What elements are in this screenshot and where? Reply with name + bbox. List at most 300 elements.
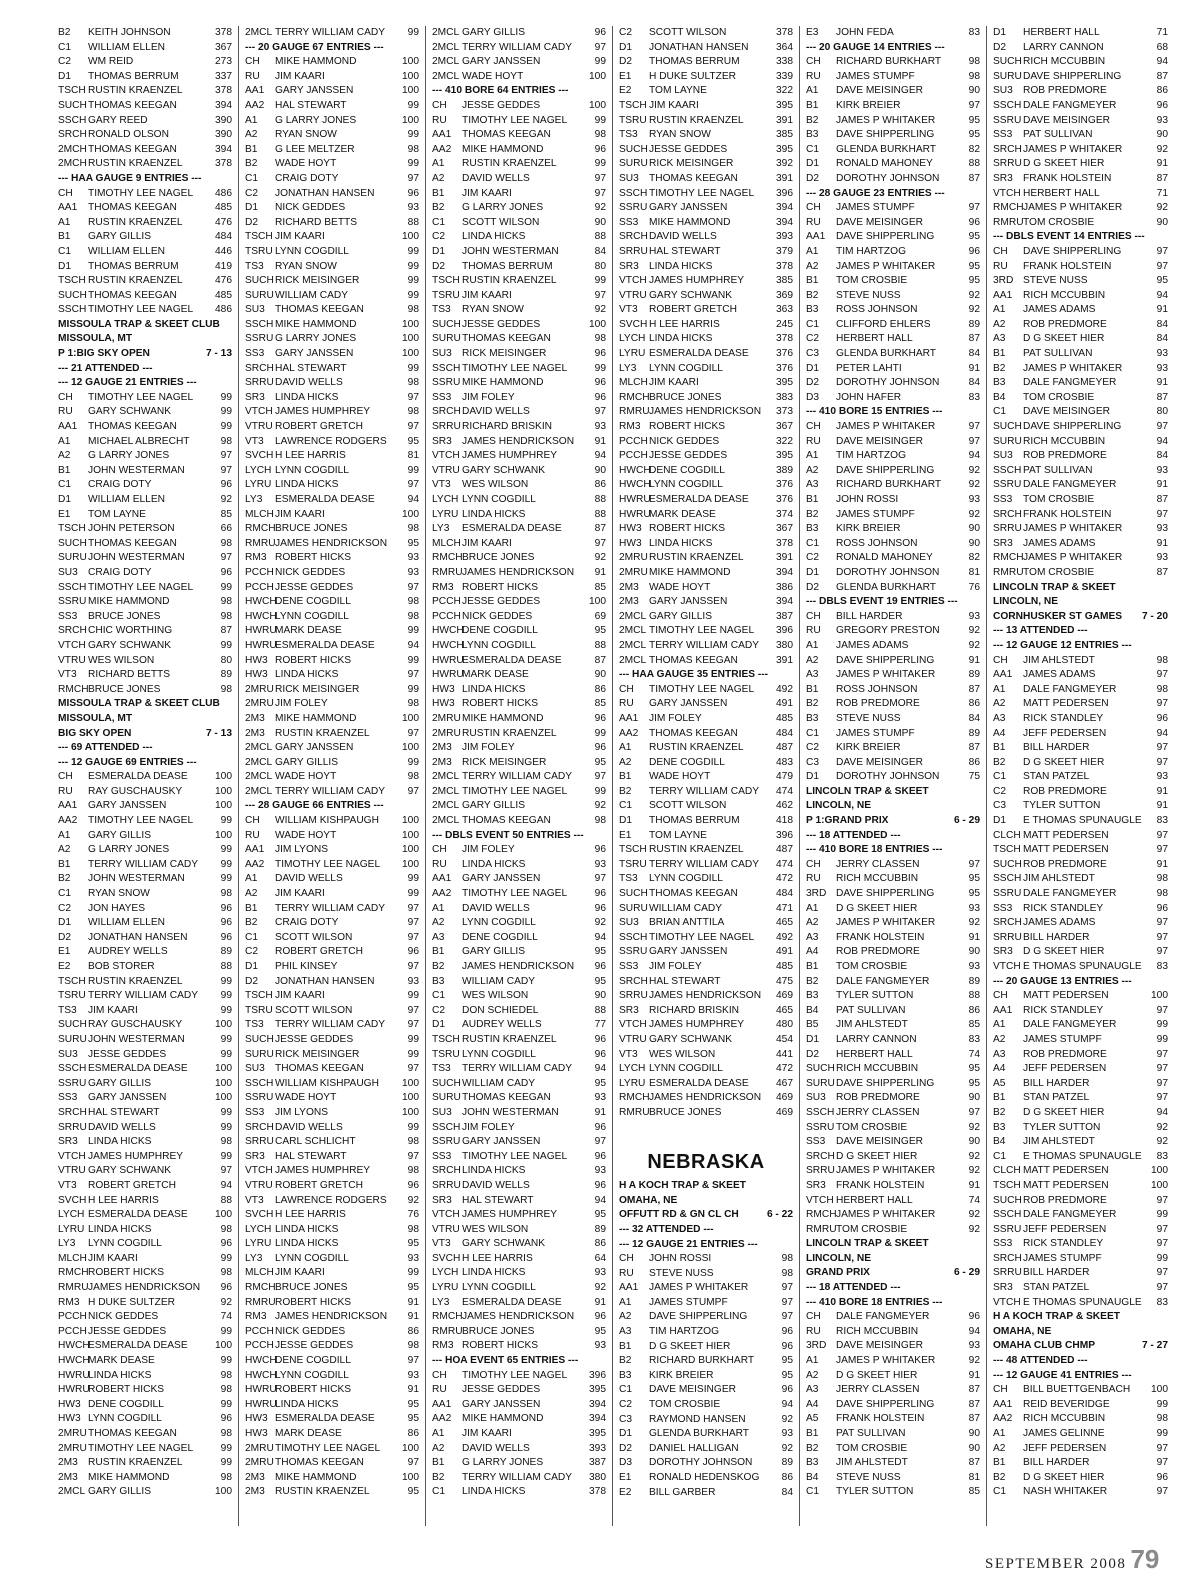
result-row <box>993 55 1168 70</box>
result-row <box>58 639 232 654</box>
shooter-name: DALE FANGMEYER <box>1023 99 1117 111</box>
score: 98 <box>220 683 232 695</box>
score: 100 <box>402 333 419 345</box>
result-row <box>806 1194 980 1209</box>
shooter-name: PETER LAHTI <box>836 362 902 374</box>
score: 92 <box>220 1296 232 1308</box>
result-row <box>806 260 980 275</box>
score: 96 <box>594 888 606 900</box>
result-row <box>432 201 606 216</box>
event-heading <box>993 624 1168 639</box>
class-code: TSCH <box>245 990 273 1002</box>
result-row <box>619 464 793 479</box>
score: 89 <box>594 1223 606 1235</box>
score: 376 <box>776 348 793 360</box>
class-code: B2 <box>806 1442 819 1454</box>
score: 100 <box>402 1092 419 1104</box>
score: 91 <box>1156 537 1168 549</box>
score: 395 <box>776 450 793 462</box>
class-code: B1 <box>993 742 1006 754</box>
score: 469 <box>776 990 793 1002</box>
class-code: RU <box>806 1325 821 1337</box>
score: 99 <box>1156 1398 1168 1410</box>
result-row <box>58 1179 232 1194</box>
class-code: A2 <box>432 172 445 184</box>
shooter-name: TIMOTHY LEE NAGEL <box>88 304 194 316</box>
shooter-name: NICK GEDDES <box>88 1311 159 1323</box>
class-code: SRCH <box>58 1106 87 1118</box>
shooter-name: RUSTIN KRAENZEL <box>275 727 370 739</box>
score: 83 <box>968 27 980 38</box>
score: 97 <box>220 450 232 462</box>
result-row <box>993 245 1168 260</box>
score: 378 <box>776 27 793 38</box>
class-code: B1 <box>58 858 71 870</box>
class-code: AA2 <box>432 143 452 155</box>
shooter-name: DANIEL HALLIGAN <box>649 1442 739 1454</box>
shooter-name: BRUCE JONES <box>275 523 348 535</box>
score: 96 <box>594 1121 606 1133</box>
result-row <box>993 1471 1168 1486</box>
result-row <box>432 420 606 435</box>
shooter-name: ESMERALDA DEASE <box>88 771 188 783</box>
result-row <box>245 770 419 785</box>
shooter-name: MIKE HAMMOND <box>88 596 170 608</box>
score: 71 <box>1156 187 1168 199</box>
shooter-name: STEVE NUSS <box>649 1267 714 1279</box>
result-row <box>806 916 980 931</box>
score: 91 <box>1156 377 1168 389</box>
shooter-name: LYNN COGDILL <box>649 362 723 374</box>
shooter-name: LYNN COGDILL <box>275 1369 349 1381</box>
class-code: A5 <box>993 1077 1006 1089</box>
class-code: A5 <box>806 1413 819 1425</box>
score: 84 <box>968 712 980 724</box>
shooter-name: NICK GEDDES <box>275 202 346 214</box>
score: 474 <box>776 785 793 797</box>
shooter-name: H LEE HARRIS <box>88 1194 159 1206</box>
score: 99 <box>594 727 606 739</box>
shooter-name: TIMOTHY LEE NAGEL <box>275 858 381 870</box>
class-code: RMCH <box>245 1282 276 1294</box>
score: 100 <box>215 1063 232 1075</box>
result-row <box>245 829 419 844</box>
class-code: PCCH <box>432 610 461 622</box>
shooter-name: WM REID <box>88 56 134 68</box>
score: 82 <box>968 143 980 155</box>
class-code: LY3 <box>245 494 263 505</box>
class-code: SR3 <box>619 1004 639 1016</box>
result-row <box>993 858 1168 873</box>
class-code: TSRU <box>432 1048 460 1060</box>
shooter-name: DAVE MEISINGER <box>836 216 923 228</box>
score: 97 <box>407 581 419 593</box>
shooter-name: JIM AHLSTEDT <box>1023 873 1095 885</box>
score: 97 <box>1156 946 1168 958</box>
result-row <box>619 1106 793 1121</box>
shooter-name: TERRY WILLIAM CADY <box>88 858 199 870</box>
result-row <box>432 697 606 712</box>
class-code: SURU <box>993 70 1022 82</box>
result-row <box>58 216 232 231</box>
shooter-name: ESMERALDA DEASE <box>88 1340 188 1352</box>
shooter-name: H LEE HARRIS <box>275 1209 346 1221</box>
result-row <box>993 1091 1168 1106</box>
shooter-name: JIM AHLSTEDT <box>1023 654 1095 666</box>
score: 100 <box>589 70 606 82</box>
shooter-name: RYAN SNOW <box>462 304 524 316</box>
score: 97 <box>407 727 419 739</box>
result-row <box>619 1442 793 1457</box>
score: 99 <box>407 888 419 900</box>
class-code: SUCH <box>619 888 648 900</box>
shooter-name: LYNN COGDILL <box>649 479 723 491</box>
score: 100 <box>402 114 419 126</box>
result-row <box>432 245 606 260</box>
shooter-name: BILL HARDER <box>1023 742 1090 754</box>
shooter-name: WADE HOYT <box>649 581 711 593</box>
result-row <box>806 1427 980 1442</box>
event-title: --- 12 GAUGE 41 ENTRIES --- <box>993 1369 1132 1381</box>
class-code: B3 <box>806 523 819 535</box>
result-row <box>993 143 1168 158</box>
class-code: SUCH <box>58 537 87 549</box>
class-code: B2 <box>432 961 445 972</box>
score: 89 <box>220 946 232 958</box>
class-code: B4 <box>806 1004 819 1016</box>
score: 91 <box>968 1179 980 1191</box>
result-row <box>993 347 1168 362</box>
shooter-name: JIM AHLSTEDT <box>1023 1136 1095 1148</box>
result-row <box>993 1237 1168 1252</box>
shooter-name: G LEE MELTZER <box>275 143 355 155</box>
class-code: D2 <box>806 172 820 184</box>
class-code: D2 <box>806 377 820 389</box>
class-code: RMRU <box>245 537 276 549</box>
shooter-name: RUSTIN KRAENZEL <box>649 844 744 856</box>
result-row <box>245 522 419 537</box>
shooter-name: THOMAS BERRUM <box>649 815 740 827</box>
shooter-name: PAT SULLIVAN <box>1023 129 1093 141</box>
class-code: LYRU <box>619 348 646 360</box>
score: 93 <box>407 566 419 578</box>
score: 99 <box>407 260 419 272</box>
shooter-name: TIMOTHY LEE NAGEL <box>88 391 194 403</box>
result-row <box>619 814 793 829</box>
result-row <box>806 157 980 172</box>
result-row <box>806 1135 980 1150</box>
result-row <box>245 712 419 727</box>
results-column <box>987 26 1174 1526</box>
score: 378 <box>776 537 793 549</box>
score: 99 <box>407 1267 419 1279</box>
class-code: LYCH <box>58 1209 85 1221</box>
shooter-name: RAY GUSCHAUSKY <box>88 1019 183 1031</box>
score: 95 <box>407 1413 419 1425</box>
shooter-name: GARY JANSSEN <box>649 202 728 214</box>
class-code: RU <box>806 625 821 637</box>
score: 95 <box>407 1282 419 1294</box>
class-code: SRCH <box>432 1165 461 1177</box>
result-row <box>432 508 606 523</box>
score: 95 <box>968 114 980 126</box>
shooter-name: BILL HARDER <box>836 610 903 622</box>
shooter-name: MATT PEDERSEN <box>1023 829 1109 841</box>
class-code: A1 <box>993 1019 1006 1031</box>
score: 94 <box>594 931 606 943</box>
shooter-name: LINDA HICKS <box>88 1223 152 1235</box>
shooter-name: GLENDA BURKHART <box>836 143 937 155</box>
shooter-name: MATT PEDERSEN <box>1023 990 1109 1002</box>
class-code: A2 <box>432 917 445 929</box>
shooter-name: RICK MEISINGER <box>649 158 734 170</box>
result-row <box>58 464 232 479</box>
class-code: SRRU <box>993 931 1022 943</box>
result-row <box>993 1485 1168 1500</box>
score: 95 <box>968 129 980 141</box>
event-heading <box>806 187 980 202</box>
result-row <box>432 1296 606 1311</box>
shooter-name: DAVE MEISINGER <box>836 1136 923 1148</box>
shooter-name: JAMES HENDRICKSON <box>649 1092 762 1104</box>
score: 92 <box>968 1165 980 1177</box>
score: 91 <box>407 1311 419 1323</box>
class-code: CH <box>58 771 73 783</box>
score: 93 <box>407 1252 419 1264</box>
score: 93 <box>1156 771 1168 783</box>
shooter-name: LYNN COGDILL <box>275 464 349 476</box>
shooter-name: JAMES P WHITAKER <box>836 669 936 681</box>
shooter-name: TIMOTHY LEE NAGEL <box>462 1369 568 1381</box>
result-row <box>58 1442 232 1457</box>
result-row <box>58 683 232 698</box>
shooter-name: MARK DEASE <box>649 508 716 520</box>
result-row <box>806 478 980 493</box>
score: 418 <box>776 815 793 827</box>
result-row <box>245 1412 419 1427</box>
shooter-name: DOROTHY JOHNSON <box>836 172 940 184</box>
score: 385 <box>776 129 793 141</box>
score: 465 <box>776 1004 793 1016</box>
shooter-name: JAMES HUMPHREY <box>649 1019 745 1031</box>
result-row <box>619 1252 793 1267</box>
result-row <box>432 260 606 275</box>
score: 93 <box>781 1428 793 1440</box>
result-row <box>806 245 980 260</box>
spacer <box>619 1121 793 1143</box>
score: 92 <box>594 304 606 316</box>
result-row <box>58 1237 232 1252</box>
class-code: VT3 <box>245 1194 264 1206</box>
score: 80 <box>1156 406 1168 418</box>
results-column <box>426 26 613 1526</box>
result-row <box>432 435 606 450</box>
result-row <box>806 1354 980 1369</box>
class-code: SU3 <box>993 450 1013 462</box>
class-code: RU <box>619 1267 634 1279</box>
shooter-name: GARY JANSSEN <box>275 85 354 97</box>
result-row <box>806 960 980 975</box>
result-row <box>432 1208 606 1223</box>
result-row <box>806 1485 980 1500</box>
result-row <box>619 902 793 917</box>
score: 96 <box>220 902 232 914</box>
score: 74 <box>968 1194 980 1206</box>
shooter-name: GARY SCHWANK <box>88 1165 172 1177</box>
score: 93 <box>407 552 419 564</box>
score: 97 <box>594 406 606 418</box>
score: 84 <box>968 377 980 389</box>
score: 95 <box>1156 275 1168 287</box>
class-code: SRCH <box>245 362 274 374</box>
class-code: SUCH <box>806 1063 835 1075</box>
class-code: B2 <box>58 873 71 885</box>
class-code: E1 <box>619 829 632 841</box>
result-row <box>993 449 1168 464</box>
result-row <box>58 1412 232 1427</box>
class-code: D2 <box>245 216 259 228</box>
class-code: 2M3 <box>245 1486 265 1498</box>
class-code: A3 <box>993 712 1006 724</box>
score: 93 <box>1156 523 1168 535</box>
score: 100 <box>215 785 232 797</box>
class-code: C2 <box>432 1004 446 1016</box>
class-code: RU <box>806 435 821 447</box>
result-row <box>432 1121 606 1136</box>
score: 396 <box>589 1369 606 1381</box>
score: 93 <box>1156 114 1168 126</box>
class-code: HW3 <box>619 523 642 535</box>
shooter-name: JIM KAARI <box>275 231 325 243</box>
shooter-name: TIMOTHY LEE NAGEL <box>462 888 568 900</box>
class-code: CLCH <box>993 829 1021 841</box>
shooter-name: LINDA HICKS <box>275 1398 339 1410</box>
class-code: SR3 <box>245 1150 265 1162</box>
result-row <box>432 1325 606 1340</box>
shooter-name: JAMES P WHITAKER <box>1023 143 1123 155</box>
score: 99 <box>220 815 232 827</box>
shooter-name: NICK GEDDES <box>275 566 346 578</box>
score: 395 <box>776 99 793 111</box>
score: 396 <box>776 829 793 841</box>
shooter-name: GARY GILLIS <box>649 610 713 622</box>
result-row <box>245 464 419 479</box>
club-heading: OMAHA, NE <box>619 1194 678 1206</box>
score: 96 <box>781 1326 793 1338</box>
shooter-name: FRANK HOLSTEIN <box>836 931 925 943</box>
result-row <box>806 741 980 756</box>
class-code: SS3 <box>245 348 265 360</box>
shooter-name: DAVID WELLS <box>462 1179 530 1191</box>
result-row <box>58 1018 232 1033</box>
result-row <box>245 230 419 245</box>
score: 389 <box>776 464 793 476</box>
class-code: HWCH <box>619 479 651 491</box>
class-code: VTCH <box>432 450 460 462</box>
result-row <box>619 770 793 785</box>
class-code: A2 <box>806 917 819 929</box>
shooter-name: JIM KAARI <box>88 1004 138 1016</box>
shooter-name: JONATHAN HANSEN <box>88 931 188 943</box>
shooter-name: THOMAS KEEGAN <box>462 1092 551 1104</box>
class-code: RMRU <box>432 1325 463 1337</box>
result-row <box>619 376 793 391</box>
results-column <box>613 26 800 1526</box>
shooter-name: RUSTIN KRAENZEL <box>462 158 557 170</box>
score: 100 <box>215 771 232 783</box>
score: 454 <box>776 1033 793 1045</box>
score: 322 <box>776 435 793 447</box>
score: 92 <box>407 1194 419 1206</box>
shooter-name: THOMAS KEEGAN <box>88 537 177 549</box>
result-row <box>58 1252 232 1267</box>
class-code: B2 <box>245 917 258 929</box>
result-row <box>993 114 1168 129</box>
score: 93 <box>1156 348 1168 360</box>
score: 81 <box>407 450 419 462</box>
score: 485 <box>776 712 793 724</box>
shooter-name: LYNN COGDILL <box>462 917 536 929</box>
score: 92 <box>968 639 980 651</box>
class-code: 2MCH <box>58 158 87 170</box>
score: 96 <box>781 1384 793 1396</box>
class-code: D1 <box>993 27 1007 38</box>
class-code: D2 <box>806 581 820 593</box>
result-row <box>58 566 232 581</box>
score: 98 <box>220 610 232 622</box>
shooter-name: JIM AHLSTEDT <box>836 1019 908 1031</box>
score: 367 <box>776 421 793 433</box>
score: 97 <box>220 464 232 476</box>
class-code: B2 <box>993 1471 1006 1483</box>
score: 394 <box>215 143 232 155</box>
shooter-name: MIKE HAMMOND <box>275 712 357 724</box>
score: 96 <box>594 1150 606 1162</box>
shooter-name: JAMES HENDRICKSON <box>88 1282 201 1294</box>
score: 98 <box>781 1267 793 1279</box>
result-row <box>245 931 419 946</box>
score: 394 <box>589 1398 606 1410</box>
score: 485 <box>215 202 232 214</box>
score: 99 <box>407 158 419 170</box>
result-row <box>432 143 606 158</box>
result-row <box>993 1223 1168 1238</box>
score: 492 <box>776 683 793 695</box>
score: 97 <box>407 1457 419 1469</box>
class-code: 2MCL <box>432 56 460 68</box>
shooter-name: THOMAS KEEGAN <box>88 1428 177 1439</box>
result-row <box>245 26 419 41</box>
score: 90 <box>594 216 606 228</box>
shooter-name: E THOMAS SPUNAUGLE <box>1023 1296 1142 1308</box>
shooter-name: JOHN WESTERMAN <box>88 1033 185 1045</box>
class-code: SSRU <box>619 202 648 214</box>
class-code: C2 <box>806 333 820 345</box>
score: 474 <box>776 858 793 870</box>
class-code: LY3 <box>58 1238 76 1250</box>
class-code: SS3 <box>619 216 639 228</box>
score: 395 <box>776 377 793 389</box>
class-code: RM3 <box>58 1296 80 1308</box>
score: 97 <box>1156 1004 1168 1016</box>
class-code: A3 <box>432 931 445 943</box>
score: 94 <box>407 494 419 505</box>
event-title: --- 18 ATTENDED --- <box>806 829 901 841</box>
score: 376 <box>776 362 793 374</box>
event-title: --- 13 ATTENDED --- <box>993 625 1088 637</box>
result-row <box>432 858 606 873</box>
score: 486 <box>215 304 232 316</box>
